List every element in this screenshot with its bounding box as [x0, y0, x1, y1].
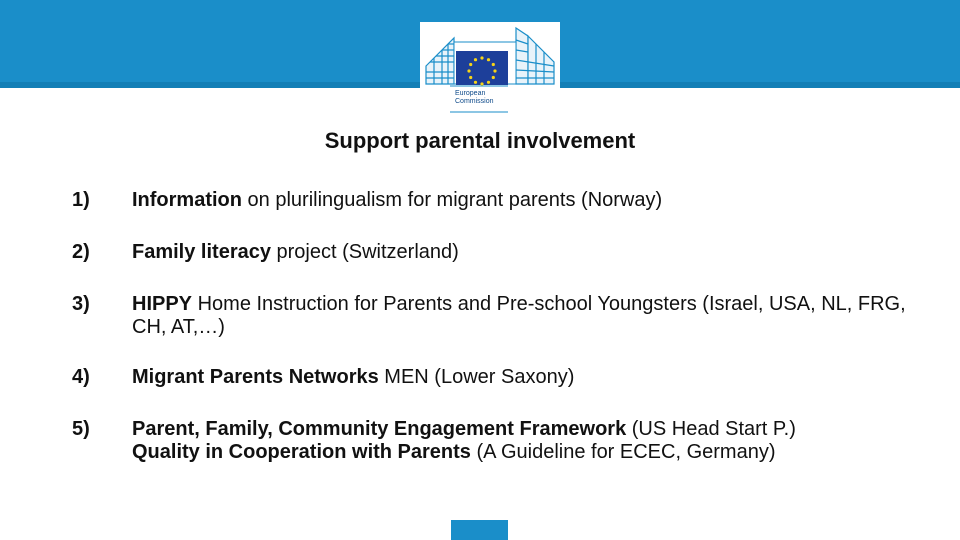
logo-line-1: European	[455, 90, 486, 97]
list-item-number: 1)	[72, 189, 90, 211]
list-item-detail: on plurilingualism for migrant parents (Norway)	[242, 189, 663, 211]
eu-flag-icon	[456, 51, 508, 85]
slide-title: Support parental involvement	[324, 128, 636, 153]
list-item-number: 3)	[72, 293, 90, 315]
list-item-emphasis: Parent, Family, Community Engagement Framework	[132, 418, 627, 440]
logo-line-2: Commission	[455, 98, 494, 105]
list-item-text	[132, 418, 912, 464]
list-item-text	[132, 366, 912, 389]
list-item-emphasis: Family literacy	[132, 241, 271, 263]
european-commission-logo	[420, 22, 560, 118]
list-item-detail: Home Instruction for Parents and Pre-school Youngsters (Israel, USA, NL, FRG, CH, AT,…)	[132, 293, 906, 338]
list-item-detail: project (Switzerland)	[270, 241, 459, 263]
logo-wordmark	[455, 90, 545, 106]
list-item-emphasis: Information	[132, 189, 242, 211]
list-item-detail: MEN (Lower Saxony)	[378, 366, 575, 388]
list-item-number: 2)	[72, 241, 90, 263]
footer-tab	[451, 520, 508, 540]
list-item-text	[132, 293, 912, 339]
list-item-number: 4)	[72, 366, 90, 388]
list-item-text	[132, 241, 912, 264]
list-item-emphasis: HIPPY	[132, 293, 193, 315]
list-item-number: 5)	[72, 418, 90, 440]
list-item-detail-second: (A Guideline for ECEC, Germany)	[470, 441, 776, 463]
list-item-text	[132, 189, 912, 212]
list-item-emphasis: Migrant Parents Networks	[132, 366, 379, 388]
list-item-emphasis-second: Quality in Cooperation with Parents	[132, 441, 471, 463]
list-item-detail: (US Head Start P.)	[626, 418, 796, 440]
